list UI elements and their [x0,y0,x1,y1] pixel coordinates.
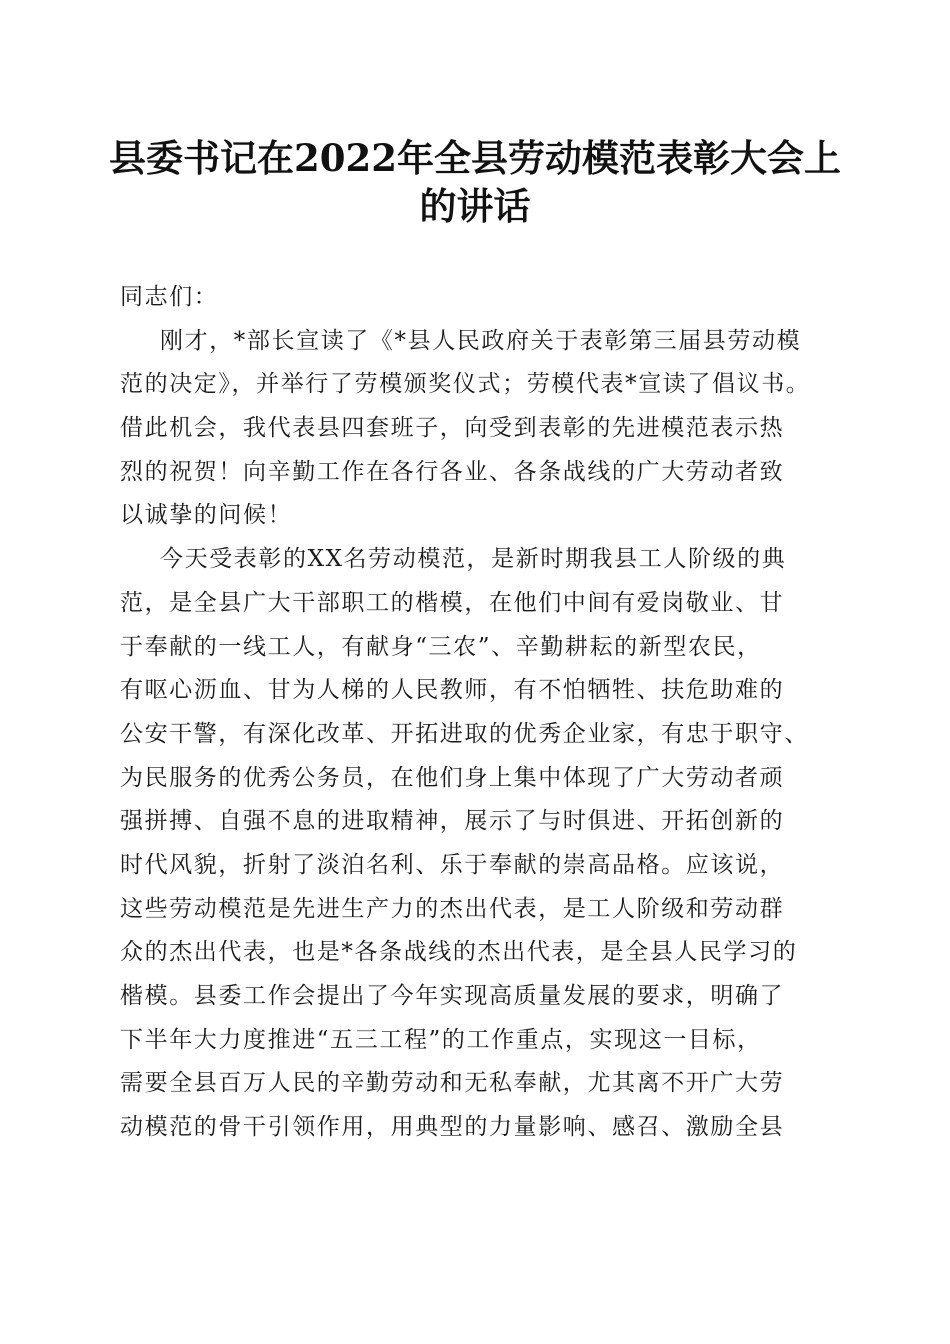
document-body [120,276,840,1150]
paragraph-line: 刚才，*部长宣读了《*县人民政府关于表彰第三届县劳动模 [160,327,802,354]
paragraph-line: 强拼搏、自强不息的进取精神，展示了与时俱进、开拓创新的 [120,808,785,835]
paragraph-1 [120,320,840,538]
paragraph-line: 范的决定》，并举行了劳模颁奖仪式；劳模代表*宣读了倡议书。 [120,371,811,398]
salutation: 同志们： [120,284,219,310]
paragraph-line: 需要全县百万人民的辛勤劳动和无私奉献，尤其离不开广大劳 [120,1070,785,1097]
paragraph-line: 公安干警，有深化改革、开拓进取的优秀企业家，有忠于职守、 [120,720,809,747]
paragraph-line: 动模范的骨干引领作用，用典型的力量影响、感召、激励全县 [120,1114,785,1141]
paragraph-line: 以诚挚的问候！ [120,502,293,529]
paragraph-line: 有呕心沥血、甘为人梯的人民教师，有不怕牺牲、扶危助难的 [120,677,785,704]
paragraph-line: 这些劳动模范是先进生产力的杰出代表，是工人阶级和劳动群 [120,895,785,922]
title-line-1: 县委书记在2022年全县劳动模范表彰大会上 [109,136,841,180]
paragraph-line: 楷模。县委工作会提出了今年实现高质量发展的要求，明确了 [120,983,785,1009]
title-line-2: 的讲话 [419,184,531,228]
paragraph-line: 时代风貌，折射了淡泊名利、乐于奉献的崇高品格。应该说， [120,851,785,878]
paragraph-line: 于奉献的一线工人，有献身“三农”、辛勤耕耘的新型农民， [120,633,762,660]
paragraph-line: 范，是全县广大干部职工的楷模，在他们中间有爱岗敬业、甘 [120,589,785,616]
paragraph-line: 下半年大力度推进“五三工程”的工作重点，实现这一目标， [120,1026,762,1053]
paragraph-line: 今天受表彰的XX名劳动模范，是新时期我县工人阶级的典 [160,546,787,573]
paragraph-line: 借此机会，我代表县四套班子，向受到表彰的先进模范表示热 [120,415,785,442]
paragraph-line: 为民服务的优秀公务员，在他们身上集中体现了广大劳动者顽 [120,764,785,791]
paragraph-line: 众的杰出代表，也是*各条战线的杰出代表，是全县人民学习的 [120,939,798,966]
paragraph-2 [120,538,840,1150]
paragraph-line: 烈的祝贺！向辛勤工作在各行各业、各条战线的广大劳动者致 [120,458,785,485]
document-title [100,134,850,230]
